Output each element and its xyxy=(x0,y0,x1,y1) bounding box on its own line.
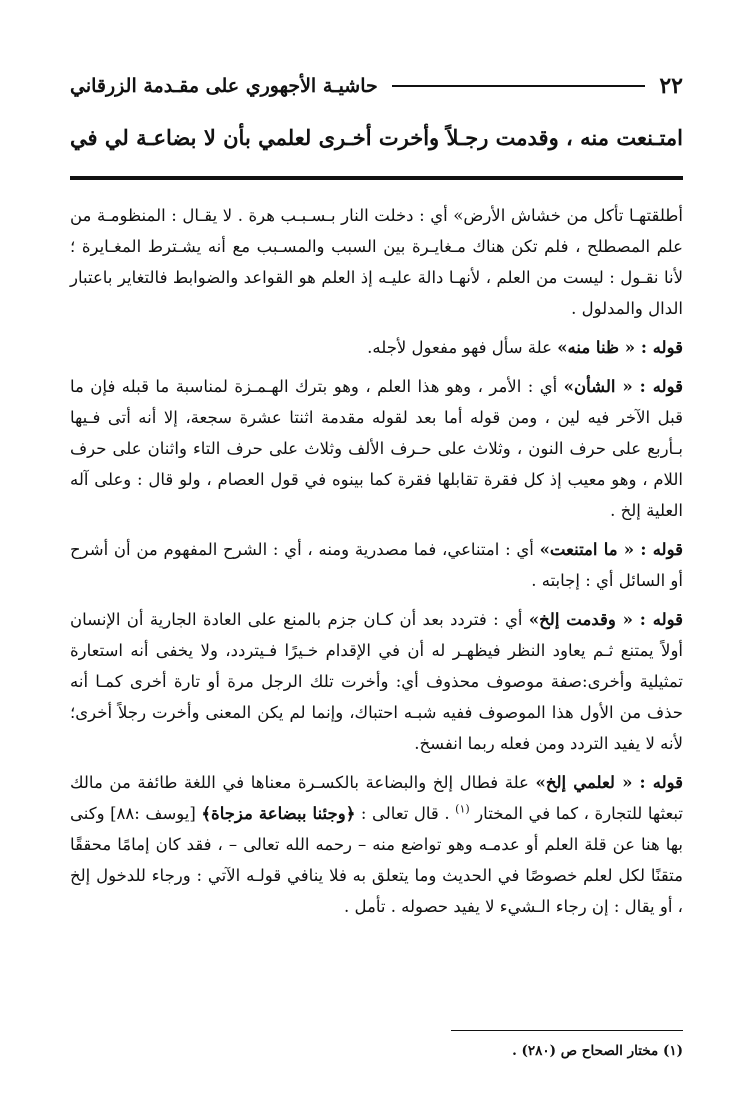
header-rule xyxy=(392,85,646,87)
paragraph-text: أي : فتردد بعد أن كـان جزم بالمنع على العادة الجارية أن الإنسان أولاً يمتنع ثـم يعاود النظر فيظهـر له أن في الإقدام خـيرًا فـيتردد، ولا يخفى أنه استعارة تمثيلية وأخرى:صفة موصوف محذوف أي: وأخرت تلك الرجل مرة أو تارة أخرى كمـا أنه حذف من الأول هذا الموصوف ففيه شبـه احتباك، وإنما لم يكن المعنى وأخرت رجلاً أخرى؛ لأنه لا يفيد التردد ومن فعله ربما انفسخ. xyxy=(70,610,683,753)
paragraph-text: أي : الأمر ، وهو هذا العلم ، وهو بترك الهـمـزة لمناسبة ما قبله فإن ما قبل الآخر فيه لين ، ومن قوله أما بعد لقوله مقدمة اثنتا عشرة سجعة، إلا أنه أتى فـيها بـأربع على حرف النون ، وثلاث على حـرف الألف وثلاث على حرف التاء واثنان على حرف اللام ، وهو معيب إذ كل فقرة تقابلها فقرة كما بينوه في قول العصام ، ولو قال : وعلى آله العلية إلخ . xyxy=(70,377,683,520)
book-page xyxy=(70,68,683,1073)
lemma-quote: « لعلمي إلخ» xyxy=(535,773,633,792)
lemma-quote: « ما امتنعت» xyxy=(539,540,635,559)
commentary-paragraph xyxy=(70,371,683,526)
lemma-quote: « ظنا منه» xyxy=(557,338,636,357)
paragraph-text: . قال تعالى : xyxy=(355,804,456,823)
matn-text: امتـنعت منه ، وقدمت رجـلاً وأخرت أخـرى لعلمي بأن لا بضاعـة لي في xyxy=(70,125,683,150)
paragraph-text: علة سأل فهو مفعول لأجله. xyxy=(367,338,558,357)
qawluhu-prefix: قوله : xyxy=(632,610,684,629)
qawluhu-prefix: قوله : xyxy=(632,377,683,396)
commentary-paragraph xyxy=(70,332,683,363)
qawluhu-prefix: قوله : xyxy=(632,773,684,792)
footnote-reference[interactable]: (١) xyxy=(455,802,470,816)
matn-separator-rule xyxy=(70,176,683,180)
commentary xyxy=(70,200,683,922)
qawluhu-prefix: قوله : xyxy=(634,540,683,559)
commentary-paragraph xyxy=(70,767,683,922)
qawluhu-prefix: قوله : xyxy=(635,338,683,357)
paragraph-text: [يوسف :٨٨] وكنى بها هنا عن قلة العلم أو عدمـه وهو تواضع منه – رحمه الله تعالى – ، فقد كان إمامًا محققًا متقنًا لكل لعلم خصوصًا في الحديث وما يتعلق به فلا ينافي قولـه الآتي : ورجاء للدخول إلخ ، أو يقال : إن رجاء الـشيء لا يفيد حصوله . تأمل . xyxy=(70,804,683,916)
commentary-paragraph xyxy=(70,200,683,324)
running-title: حاشيـة الأجهوري على مقـدمة الزرقاني xyxy=(70,75,378,97)
lemma-quote: « الشأن» xyxy=(563,377,633,396)
lemma-quote: « وقدمت إلخ» xyxy=(528,610,633,629)
paragraph-text: أي : امتناعي، فما مصدرية ومنه ، أي : الشرح المفهوم من أن أشرح أو السائل أي : إجابته . xyxy=(70,540,683,590)
paragraph-text: أطلقتهـا تأكل من خشاش الأرض» أي : دخلت النار بـسـبـب هرة . لا يقـال : المنظومـة من علم المصطلح ، فلم تكن هناك مـغايـرة بين السبب والمسـبب مع أنه يشـترط المغـايرة ؛ لأنا نقـول : ليست من العلم ، لأنهـا دالة عليـه إذ العلم هو القواعد والضوابط فالتغاير باعتبار الدال والمدلول . xyxy=(70,206,683,318)
page-number: ٢٢ xyxy=(659,73,683,99)
quran-verse: ﴿وجئنا ببضاعة مزجاة﴾ xyxy=(201,804,356,823)
page-header xyxy=(70,68,683,104)
commentary-paragraph xyxy=(70,534,683,596)
footnote-rule xyxy=(451,1030,683,1032)
commentary-paragraph xyxy=(70,604,683,759)
footnote: (١) مختار الصحاح ص (٢٨٠) . xyxy=(512,1043,683,1059)
paragraph-text: علة فطال إلخ والبضاعة بالكسـرة معناها في اللغة طائفة من مالك تبعثها للتجارة ، كما في المختار xyxy=(70,773,683,823)
